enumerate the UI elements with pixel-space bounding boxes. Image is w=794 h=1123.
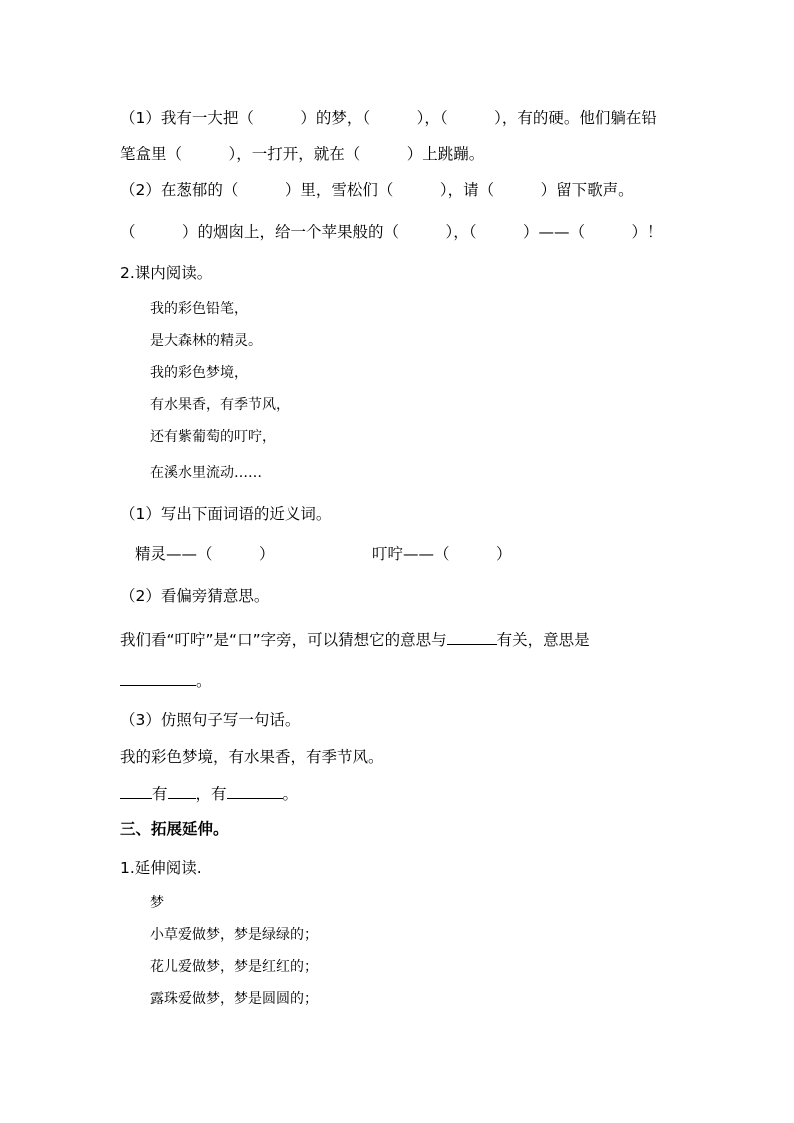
poem-line-4: 有水果香，有季节风，: [150, 397, 290, 413]
sub2-text-a: 我们看“叮咛”是“口”字旁，可以猜想它的意思与: [120, 631, 447, 649]
sub3-answer-line: [120, 783, 734, 805]
synonym-item-1: 精灵——（ ）: [135, 545, 275, 563]
q2-line2: （ ）的烟囱上，给一个苹果般的（ ），（ ）——（ ）！: [120, 223, 663, 241]
extend-poem-line-3: 露珠爱做梦，梦是圆圆的；: [150, 991, 318, 1007]
sub1-title: （1）写出下面词语的近义词。: [120, 505, 332, 523]
sub2-answer-line: [120, 670, 734, 692]
poem-line-5: 还有紫葡萄的叮咛，: [150, 429, 276, 445]
q1-line1: （1）我有一大把（ ）的梦，（ ），（ ），有的硬。他们躺在铅: [120, 109, 657, 127]
answer-blank[interactable]: [447, 630, 497, 645]
sub3-end: 。: [282, 785, 299, 803]
extend-title: 1.延伸阅读.: [120, 859, 202, 877]
sub2-end: 。: [196, 672, 212, 690]
synonym-item-2: 叮咛——（ ）: [372, 545, 512, 563]
poem-line-6: 在溪水里流动……: [150, 465, 262, 481]
q2-line1: （2）在葱郁的（ ）里，雪松们（ ），请（ ）留下歌声。: [120, 181, 634, 199]
section2-title: 2.课内阅读。: [120, 264, 213, 282]
section3-title: 三、拓展延伸。: [120, 820, 229, 838]
sub3-title: （3）仿照句子写一句话。: [120, 711, 301, 729]
poem-line-3: 我的彩色梦境，: [150, 365, 248, 381]
poem-line-2: 是大森林的精灵。: [150, 333, 262, 349]
sub3-comma-you: ，有: [195, 785, 227, 803]
sub3-example: 我的彩色梦境，有水果香，有季节风。: [120, 748, 384, 766]
answer-blank[interactable]: [168, 784, 196, 799]
sub2-text-b: 有关，意思是: [496, 631, 590, 649]
answer-blank[interactable]: [120, 671, 196, 686]
sub2-text: [120, 629, 734, 651]
sub3-you: 有: [152, 785, 168, 803]
extend-poem-line-1: 小草爱做梦，梦是绿绿的；: [150, 927, 318, 943]
sub2-title: （2）看偏旁猜意思。: [120, 587, 270, 605]
poem-line-1: 我的彩色铅笔，: [150, 301, 248, 317]
answer-blank[interactable]: [227, 784, 283, 799]
q1-line2: 笔盒里（ ），一打开，就在（ ）上跳蹦。: [120, 145, 485, 163]
answer-blank[interactable]: [120, 784, 152, 799]
extend-poem-title: 梦: [150, 895, 164, 911]
extend-poem-line-2: 花儿爱做梦，梦是红红的；: [150, 959, 318, 975]
